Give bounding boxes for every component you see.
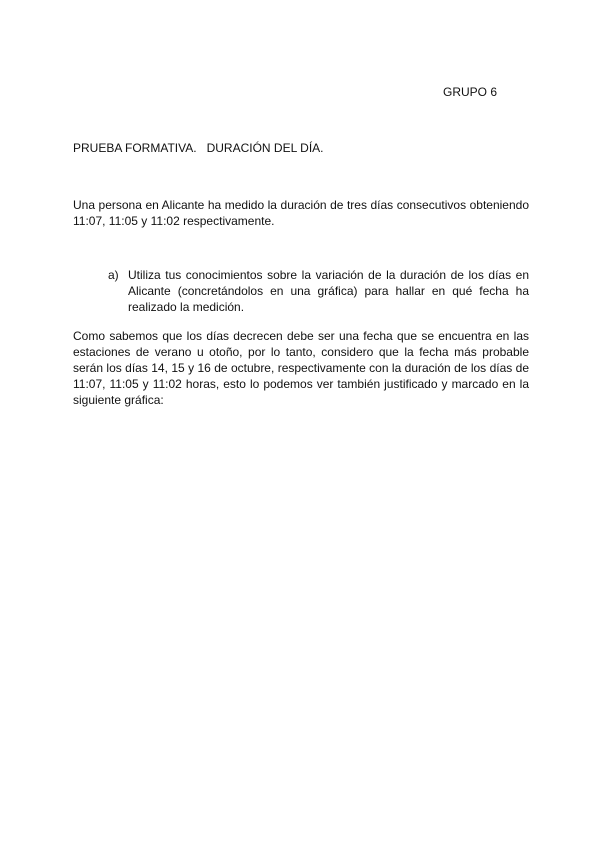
group-label: GRUPO 6: [443, 85, 498, 99]
title-topic: DURACIÓN DEL DÍA.: [206, 141, 324, 155]
question-marker: a): [108, 268, 119, 282]
question-item-a: [108, 267, 529, 315]
document-title: [73, 141, 323, 155]
title-test-type: PRUEBA FORMATIVA.: [73, 141, 197, 155]
intro-paragraph: Una persona en Alicante ha medido la duración de tres días consecutivos obteniendo 11:07, 11:05 y 11:02 respectivamente.: [73, 198, 529, 228]
question-text: Utiliza tus conocimientos sobre la variación de la duración de los días en Alicante (concretándolos en una gráfica) para hallar en qué fecha ha realizado la medición.: [128, 268, 529, 314]
answer-paragraph: Como sabemos que los días decrecen debe ser una fecha que se encuentra en las estaciones de verano u otoño, por lo tanto, considero que la fecha más probable serán los días 14, 15 y 16 de octubre, respectivamente con la duración de los días de 11:07, 11:05 y 11:02 horas, esto lo podemos ver también justificado y marcado en la siguiente gráfica:: [73, 329, 529, 407]
